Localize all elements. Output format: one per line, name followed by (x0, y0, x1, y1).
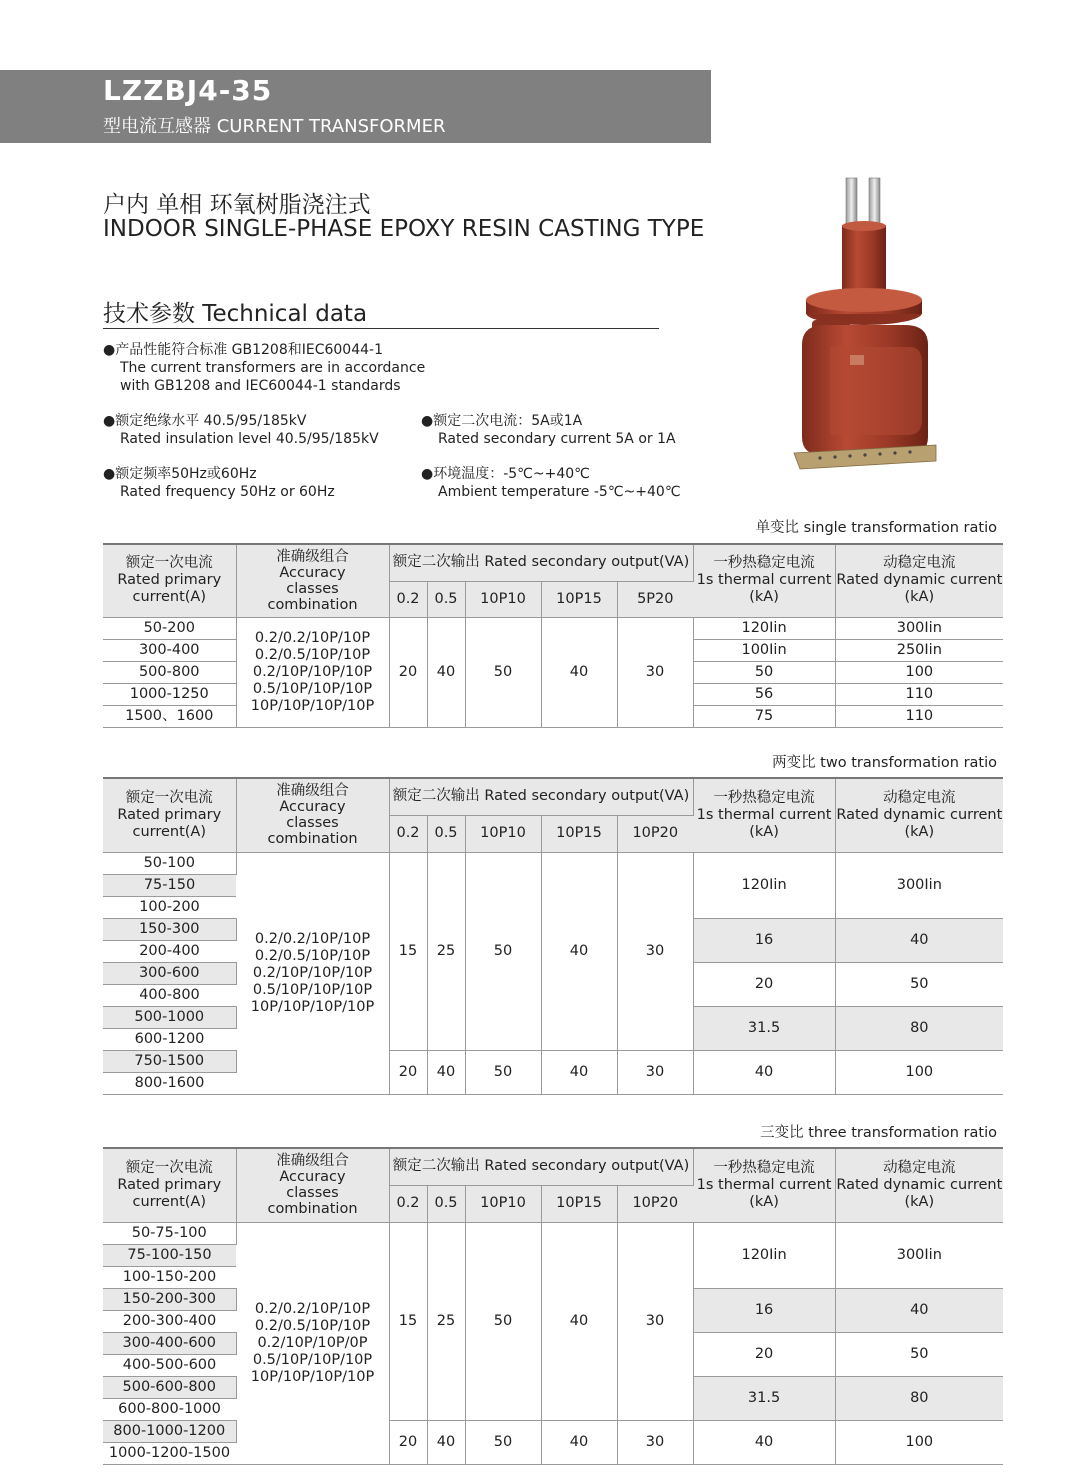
table-cell: 150-200-300 (103, 1288, 236, 1310)
table-cell: 300-600 (103, 962, 236, 984)
table-cell: 25 (427, 1222, 465, 1420)
table-cell: 800-1000-1200 (103, 1420, 236, 1442)
table-cell: 100-200 (103, 896, 236, 918)
table-cell: 120Iin (693, 1222, 835, 1288)
temperature-bullet (421, 465, 681, 501)
table-cell: 31.5 (693, 1376, 835, 1420)
table-cell: 100 (835, 661, 1003, 683)
table-cell: 40 (541, 1050, 617, 1094)
col-primary-current: 额定一次电流 Rated primary current(A) (103, 778, 236, 852)
table-cell: 15 (389, 852, 427, 1050)
col-0.2: 0.2 (389, 815, 427, 852)
col-10p10: 10P10 (465, 815, 541, 852)
accuracy-list: 0.2/0.2/10P/10P 0.2/0.5/10P/10P 0.2/10P/10P/0P 0.5/10P/10P/10P 10P/10P/10P/10P (236, 1222, 389, 1464)
table-cell: 300Iin (835, 852, 1003, 918)
table-cell: 50 (835, 1332, 1003, 1376)
secondary-bullet (421, 412, 676, 448)
table-cell: 50 (465, 1050, 541, 1094)
col-0.5: 0.5 (427, 815, 465, 852)
double-ratio-table (103, 777, 1003, 1095)
transformer-product-image (790, 175, 940, 475)
table-cell: 400-800 (103, 984, 236, 1006)
standard-en-1: The current transformers are in accordance (120, 360, 426, 376)
col-10p20: 10P20 (617, 815, 693, 852)
table-cell: 500-800 (103, 661, 236, 683)
table-cell: 200-400 (103, 940, 236, 962)
table-cell: 30 (617, 1420, 693, 1464)
table-cell: 40 (541, 852, 617, 1050)
table-cell: 250Iin (835, 639, 1003, 661)
single-ratio-label: 单变比 single transformation ratio (755, 520, 997, 536)
table-cell: 50-75-100 (103, 1222, 236, 1244)
col-10p10: 10P10 (465, 581, 541, 617)
triple-ratio-table (103, 1147, 1003, 1465)
table-cell: 750-1500 (103, 1050, 236, 1072)
standard-en-2: with GB1208 and IEC60044-1 standards (120, 378, 401, 394)
col-10p10: 10P10 (465, 1185, 541, 1222)
col-secondary-output: 额定二次输出 Rated secondary output(VA) (389, 1148, 693, 1185)
table-cell: 56 (693, 683, 835, 705)
table-cell: 100 (835, 1050, 1003, 1094)
table-cell: 20 (693, 962, 835, 1006)
col-0.2: 0.2 (389, 581, 427, 617)
standard-bullet (103, 341, 425, 395)
table-cell: 75 (693, 705, 835, 727)
type-title-cn: 户内 单相 环氧树脂浇注式 (103, 192, 371, 218)
table-cell: 40 (835, 1288, 1003, 1332)
table-cell: 50 (465, 1222, 541, 1420)
table-cell: 1000-1200-1500 (103, 1442, 236, 1464)
table-cell: 50-100 (103, 852, 236, 874)
col-primary-current: 额定一次电流 Rated primary current(A) (103, 1148, 236, 1222)
table-cell: 30 (617, 1050, 693, 1094)
frequency-bullet (103, 465, 335, 501)
table-cell: 16 (693, 1288, 835, 1332)
col-10p15: 10P15 (541, 581, 617, 617)
table-cell: 50 (835, 962, 1003, 1006)
table-cell: 110 (835, 683, 1003, 705)
accuracy-list: 0.2/0.2/10P/10P 0.2/0.5/10P/10P 0.2/10P/10P/10P 0.5/10P/10P/10P 10P/10P/10P/10P (236, 852, 389, 1094)
col-10p15: 10P15 (541, 815, 617, 852)
table-cell: 20 (389, 1420, 427, 1464)
table-cell: 800-1600 (103, 1072, 236, 1094)
table-cell: 300Iin (835, 1222, 1003, 1288)
model-subtitle: 型电流互感器 CURRENT TRANSFORMER (103, 116, 446, 137)
col-dynamic-current: 动稳定电流 Rated dynamic current (kA) (835, 778, 1003, 852)
table-cell: 150-300 (103, 918, 236, 940)
table-cell: 600-1200 (103, 1028, 236, 1050)
table-cell: 100Iin (693, 639, 835, 661)
technical-data-heading: 技术参数 Technical data (103, 295, 659, 329)
col-0.2: 0.2 (389, 1185, 427, 1222)
col-dynamic-current: 动稳定电流 Rated dynamic current (kA) (835, 1148, 1003, 1222)
col-accuracy-classes: 准确级组合 Accuracy classes combination (236, 544, 389, 617)
table-cell: 50 (465, 852, 541, 1050)
single-ratio-table (103, 543, 1003, 728)
double-ratio-label: 两变比 two transformation ratio (772, 755, 997, 771)
table-cell: 40 (541, 1420, 617, 1464)
table-cell: 30 (617, 617, 693, 727)
table-cell: 75-100-150 (103, 1244, 236, 1266)
table-cell: 25 (427, 852, 465, 1050)
table-cell: 1500、1600 (103, 705, 236, 727)
col-10p20: 10P20 (617, 1185, 693, 1222)
col-secondary-output: 额定二次输出 Rated secondary output(VA) (389, 778, 693, 815)
table-cell: 50-200 (103, 617, 236, 639)
col-secondary-output: 额定二次输出 Rated secondary output(VA) (389, 544, 693, 581)
col-10p15: 10P15 (541, 1185, 617, 1222)
temperature-en: Ambient temperature -5℃~+40℃ (438, 484, 681, 500)
col-thermal-current: 一秒热稳定电流 1s thermal current (kA) (693, 1148, 835, 1222)
table-cell: 300Iin (835, 617, 1003, 639)
table-cell: 40 (427, 617, 465, 727)
table-cell: 40 (427, 1420, 465, 1464)
col-accuracy-classes: 准确级组合 Accuracy classes combination (236, 778, 389, 852)
table-cell: 15 (389, 1222, 427, 1420)
secondary-cn: ●额定二次电流：5A或1A (421, 413, 583, 429)
table-cell: 20 (389, 1050, 427, 1094)
model-title: LZZBJ4-35 (103, 74, 273, 107)
table-cell: 40 (427, 1050, 465, 1094)
table-cell: 100 (835, 1420, 1003, 1464)
standard-cn: ●产品性能符合标准 GB1208和IEC60044-1 (103, 342, 383, 358)
header-banner (0, 70, 711, 143)
frequency-en: Rated frequency 50Hz or 60Hz (120, 484, 335, 500)
table-cell: 20 (389, 617, 427, 727)
col-thermal-current: 一秒热稳定电流 1s thermal current (kA) (693, 778, 835, 852)
table-cell: 100-150-200 (103, 1266, 236, 1288)
table-cell: 40 (541, 617, 617, 727)
table-cell: 40 (693, 1050, 835, 1094)
table-cell: 110 (835, 705, 1003, 727)
table-cell: 50 (465, 1420, 541, 1464)
col-0.5: 0.5 (427, 581, 465, 617)
col-thermal-current: 一秒热稳定电流 1s thermal current (kA) (693, 544, 835, 617)
table-cell: 500-1000 (103, 1006, 236, 1028)
insulation-en: Rated insulation level 40.5/95/185kV (120, 431, 379, 447)
temperature-cn: ●环境温度：-5℃~+40℃ (421, 466, 590, 482)
col-accuracy-classes: 准确级组合 Accuracy classes combination (236, 1148, 389, 1222)
table-cell: 50 (465, 617, 541, 727)
insulation-cn: ●额定绝缘水平 40.5/95/185kV (103, 413, 307, 429)
col-primary-current: 额定一次电流 Rated primary current(A) (103, 544, 236, 617)
table-cell: 31.5 (693, 1006, 835, 1050)
table-cell: 40 (835, 918, 1003, 962)
table-cell: 300-400-600 (103, 1332, 236, 1354)
type-title-en: INDOOR SINGLE-PHASE EPOXY RESIN CASTING TYPE (103, 216, 705, 242)
table-cell: 1000-1250 (103, 683, 236, 705)
secondary-en: Rated secondary current 5A or 1A (438, 431, 676, 447)
col-0.5: 0.5 (427, 1185, 465, 1222)
table-cell: 75-150 (103, 874, 236, 896)
table-cell: 400-500-600 (103, 1354, 236, 1376)
table-cell: 20 (693, 1332, 835, 1376)
accuracy-list: 0.2/0.2/10P/10P 0.2/0.5/10P/10P 0.2/10P/10P/10P 0.5/10P/10P/10P 10P/10P/10P/10P (236, 617, 389, 727)
table-cell: 40 (541, 1222, 617, 1420)
table-cell: 600-800-1000 (103, 1398, 236, 1420)
triple-ratio-label: 三变比 three transformation ratio (760, 1125, 997, 1141)
table-cell: 500-600-800 (103, 1376, 236, 1398)
table-cell: 30 (617, 1222, 693, 1420)
table-cell: 300-400 (103, 639, 236, 661)
table-cell: 200-300-400 (103, 1310, 236, 1332)
table-cell: 30 (617, 852, 693, 1050)
table-cell: 120Iin (693, 852, 835, 918)
table-cell: 80 (835, 1006, 1003, 1050)
col-dynamic-current: 动稳定电流 Rated dynamic current (kA) (835, 544, 1003, 617)
frequency-cn: ●额定频率50Hz或60Hz (103, 466, 257, 482)
table-cell: 80 (835, 1376, 1003, 1420)
insulation-bullet (103, 412, 379, 448)
table-cell: 16 (693, 918, 835, 962)
table-cell: 40 (693, 1420, 835, 1464)
col-5p20: 5P20 (617, 581, 693, 617)
table-cell: 50 (693, 661, 835, 683)
table-cell: 120Iin (693, 617, 835, 639)
